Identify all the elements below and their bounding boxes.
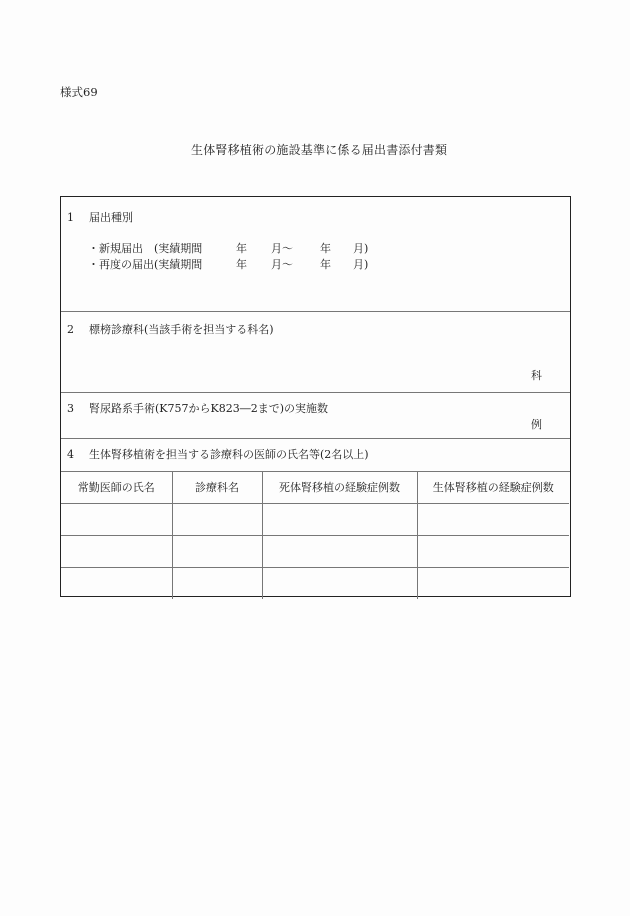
table-cell[interactable] (417, 568, 569, 600)
year-label: 年 (320, 258, 331, 271)
column-header-name: 常勤医師の氏名 (61, 471, 172, 504)
section-title: 届出種別 (89, 211, 133, 224)
section-heading (67, 209, 133, 225)
table-cell[interactable] (262, 504, 417, 536)
table-row (61, 536, 569, 568)
section-notification-type (61, 197, 570, 312)
department-unit: 科 (531, 369, 542, 382)
document-title: 生体腎移植術の施設基準に係る届出書添付書類 (191, 143, 448, 157)
table-cell[interactable] (417, 536, 569, 568)
table-cell[interactable] (172, 568, 262, 600)
column-header-department: 診療科名 (172, 471, 262, 504)
table-cell[interactable] (61, 536, 172, 568)
column-header-living-donor-cases: 生体腎移植の経験症例数 (417, 471, 569, 504)
table-cell[interactable] (262, 536, 417, 568)
month-label: 月～ (271, 258, 293, 271)
section-heading (67, 321, 274, 337)
form-frame (60, 196, 571, 597)
section-number: 1 (67, 211, 74, 224)
section-department (61, 311, 570, 393)
section-physicians (61, 438, 570, 472)
section-number: 4 (67, 448, 74, 461)
section-title: 生体腎移植術を担当する診療科の医師の氏名等(2名以上) (89, 448, 369, 461)
form-number: 様式69 (60, 85, 98, 99)
table-cell[interactable] (172, 504, 262, 536)
year-label: 年 (236, 258, 247, 271)
table-header-row (61, 471, 569, 504)
table-cell[interactable] (61, 504, 172, 536)
section-surgery-count (61, 392, 570, 439)
month-label: 月) (353, 242, 369, 255)
case-unit: 例 (531, 418, 542, 431)
section-heading (67, 400, 328, 416)
physician-table (61, 471, 569, 599)
column-header-deceased-donor-cases: 死体腎移植の経験症例数 (262, 471, 417, 504)
section-title: 標榜診療科(当該手術を担当する科名) (89, 323, 274, 336)
month-label: 月～ (271, 242, 293, 255)
year-label: 年 (320, 242, 331, 255)
table-cell[interactable] (172, 536, 262, 568)
table-cell[interactable] (61, 568, 172, 600)
option-label: ・新規届出 (実績期間 (88, 242, 203, 255)
year-label: 年 (236, 242, 247, 255)
option-label: ・再度の届出(実績期間 (88, 258, 203, 271)
table-row (61, 504, 569, 536)
table-cell[interactable] (417, 504, 569, 536)
table-row (61, 568, 569, 600)
month-label: 月) (353, 258, 369, 271)
section-number: 2 (67, 323, 74, 336)
section-heading (67, 446, 369, 462)
section-number: 3 (67, 402, 74, 415)
table-cell[interactable] (262, 568, 417, 600)
section-title: 腎尿路系手術(K757からK823―2まで)の実施数 (89, 402, 329, 415)
